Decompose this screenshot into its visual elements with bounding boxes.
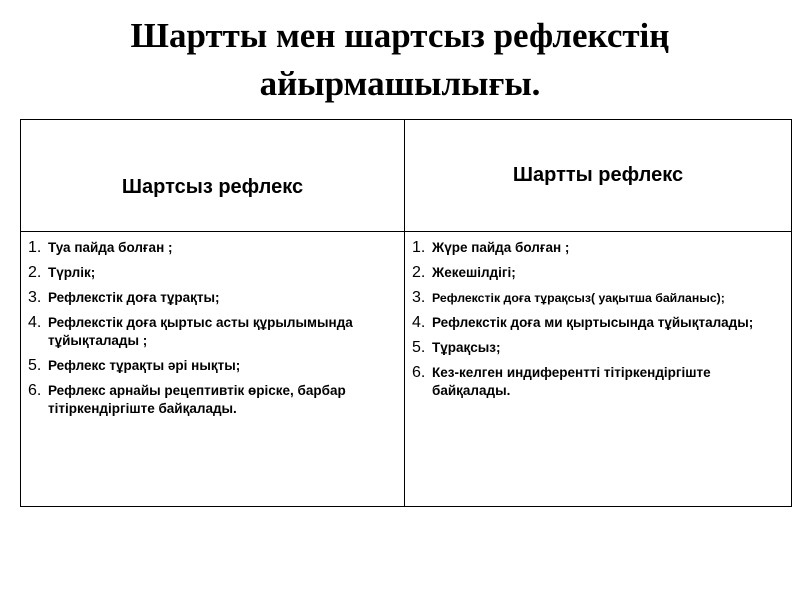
item-text: Туа пайда болған ; [48,240,173,255]
list-item [28,239,400,257]
list-item [28,289,400,307]
item-number: 1. [412,239,426,256]
item-number: 1. [28,239,42,256]
item-number: 2. [412,264,426,281]
header-cell-conditioned [405,120,791,232]
item-text: Рефлекстік доға ми қыртысында тұйықталады; [432,315,754,330]
conditioned-list [405,232,791,400]
slide-title-line-1: Шартты мен шартсыз рефлекстің [130,16,670,55]
item-text: Рефлекс арнайы рецептивтік өріске, барбар тітіркендіргіште байқалады. [48,383,346,416]
item-number: 3. [28,289,42,306]
list-item [28,382,400,418]
body-cell-conditioned [405,232,791,506]
list-item [28,264,400,282]
item-number: 4. [412,314,426,331]
item-number: 5. [28,357,42,374]
list-item [412,264,787,282]
list-item [412,289,787,307]
item-text: Жекешілдігі; [432,265,516,280]
item-text: Рефлекс тұрақты әрі нықты; [48,358,241,373]
comparison-table [20,119,792,507]
item-number: 2. [28,264,42,281]
body-cell-unconditioned [21,232,405,506]
list-item [412,314,787,332]
list-item [28,357,400,375]
list-item [28,314,400,350]
slide-title [0,12,800,108]
item-number: 6. [28,382,42,399]
list-item [412,239,787,257]
item-number: 6. [412,364,426,381]
slide-title-line-2: айырмашылығы. [259,64,541,103]
unconditioned-list [21,232,404,418]
list-item [412,364,787,400]
column-header-conditioned: Шартты рефлекс [512,164,684,186]
item-number: 4. [28,314,42,331]
item-number: 3. [412,289,426,306]
item-text: Жүре пайда болған ; [432,240,570,255]
column-header-unconditioned: Шартсыз рефлекс [121,176,304,198]
list-item [412,339,787,357]
item-text: Рефлекстік доға қыртыс асты құрылымында тұйықталады ; [48,315,353,348]
item-number: 5. [412,339,426,356]
item-text: Түрлік; [48,265,96,280]
item-text: Рефлекстік доға тұрақты; [48,290,220,305]
item-text: Кез-келген индиферентті тітіркендіргіште байқалады. [432,365,711,398]
header-cell-unconditioned [21,120,405,232]
item-text: Рефлекстік доға тұрақсыз( уақытша байланыс); [432,291,725,305]
item-text: Тұрақсыз; [432,340,501,355]
